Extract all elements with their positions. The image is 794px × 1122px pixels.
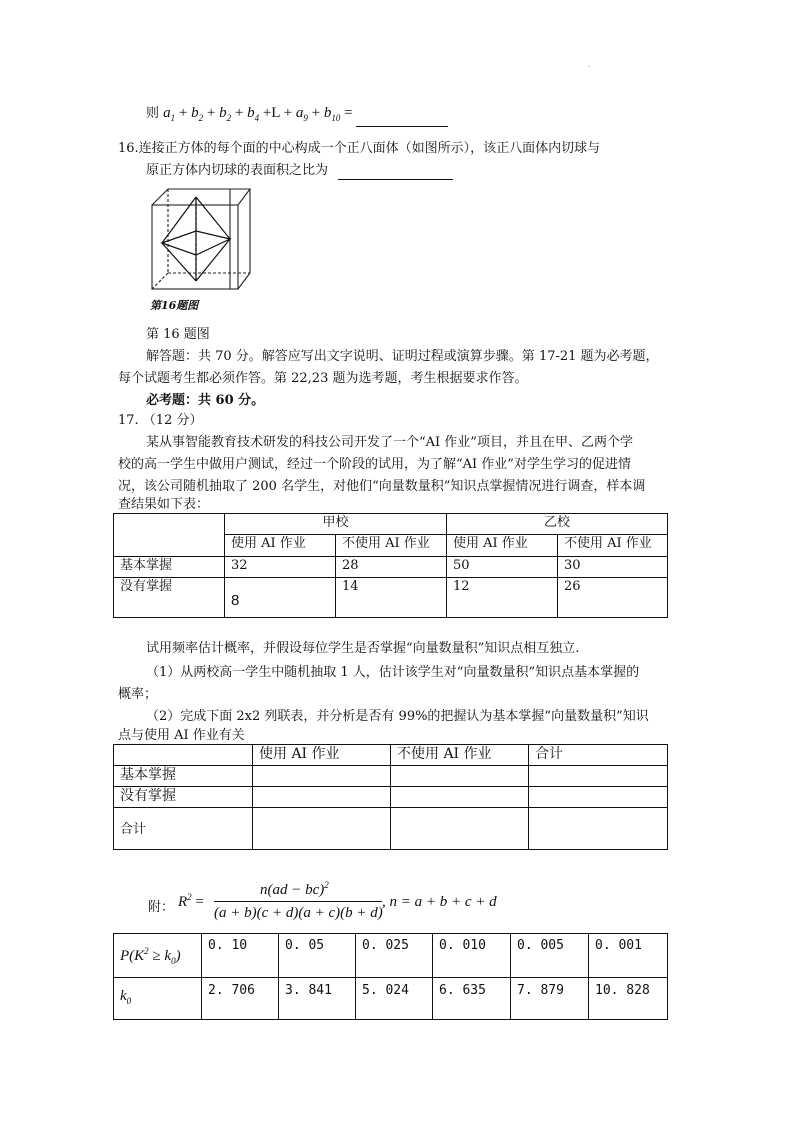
table-cell: 26 [558,578,668,618]
contingency-cell-empty[interactable] [529,766,668,787]
cube-octahedron-figure [146,185,256,315]
contingency-table [113,744,668,850]
figure-caption: 第 16 题图 [146,327,210,342]
k-value: 10. 828 [589,978,668,1020]
contingency-header: 合计 [529,745,668,766]
table-cell-value: 8 [231,592,240,609]
contingency-cell-empty[interactable] [253,787,391,808]
q17-header: 17. （12 分） [118,413,203,428]
contingency-cell-empty[interactable] [391,787,529,808]
contingency-cell-empty[interactable] [529,787,668,808]
formula-numerator-text: n(ad − bc) [260,882,325,898]
instructions-line-1: 解答题：共 70 分。解答应写出文字说明、证明过程或演算步骤。第 17-21 题为必考题， [146,349,659,364]
p-label [120,945,181,966]
q15-operator: + [175,105,192,121]
q15-operator: + [307,105,324,121]
q15-term-sub: 2 [226,113,232,123]
q15-operator: + [203,105,220,121]
row-label: 基本掌握 [114,557,225,578]
p-label-rest: ≥ k [148,947,172,964]
contingency-header: 不使用 AI 作业 [391,745,529,766]
q15-lead: 则 [146,106,160,121]
k-value: 5. 024 [356,978,433,1020]
q15-operator: + [231,105,248,121]
q15-operator: +L [259,105,284,121]
critical-row-k [114,978,668,1020]
p-label-sub: 0 [171,955,176,966]
sub-header: 使用 AI 作业 [225,535,336,557]
q15-term-sub: 9 [303,113,308,123]
k-value: 6. 635 [433,978,511,1020]
table-cell: 28 [336,557,447,578]
q15-operator: + [283,105,296,121]
formula-lhs-sup: 2 [187,892,192,902]
table-cell: 30 [558,557,668,578]
contingency-header: 使用 AI 作业 [253,745,391,766]
q15-term-sub: 1 [170,113,176,123]
contingency-cell-empty[interactable] [253,766,391,787]
contingency-cell-empty[interactable] [253,808,391,850]
survey-table-row [114,578,668,618]
contingency-row-label: 合计 [114,808,253,850]
q15-term: $b_{10}$ [323,105,341,123]
q15-term: $a_1$ [163,105,176,123]
p-value: 0. 05 [279,934,356,978]
p-value: 0. 001 [589,934,668,978]
survey-table [113,513,668,618]
corner-mark: . [588,60,591,69]
formula-denominator: (a + b)(c + d)(a + c)(b + d) [214,905,383,921]
q15-answer-blank[interactable] [356,110,448,127]
contingency-cell-empty[interactable] [529,808,668,850]
critical-value-table [113,933,668,1020]
critical-row-label-p [114,934,202,978]
formula-rhs: , n = a + b + c + d [382,894,497,910]
formula-lhs-symbol: R [178,894,188,910]
sub-header: 不使用 AI 作业 [558,535,668,557]
required-section-heading: 必考题：共 60 分。 [146,393,265,408]
part2-line: 点与使用 AI 作业有关 [118,728,245,743]
part1-line: 概率； [118,687,158,702]
q17-para-line: 查结果如下表： [118,497,210,512]
q17-para-line: 况，该公司随机抽取了 200 名学生，对他们“向量数量积”知识点掌握情况进行调查，样本调 [118,479,646,494]
k-value: 3. 841 [279,978,356,1020]
table-cell: 50 [447,557,558,578]
q16-line-1: 16.连接正方体的每个面的中心构成一个正八面体（如图所示），该正八面体内切球与 [118,141,601,156]
q15-term: $a_9$ [295,105,308,123]
appendix-formula [148,880,568,930]
assumption-text: 试用频率估计概率，并假设每位学生是否掌握“向量数量积”知识点相互独立. [146,641,580,656]
q15-term: $b_4$ [247,105,260,123]
school-a-header: 甲校 [225,514,447,535]
sub-header: 不使用 AI 作业 [336,535,447,557]
contingency-row [114,787,668,808]
contingency-row [114,808,668,850]
p-label-main: P(K [120,947,145,964]
octahedron-figure [162,197,230,281]
p-label-close: ) [175,947,181,964]
p-label-sup: 2 [144,945,149,956]
q15-term-sub: 10 [331,113,341,123]
cube-right-bottom-edge [238,273,250,289]
instructions-line-2: 每个试题考生都必须作答。第 22,23 题为选考题，考生根据要求作答。 [118,371,528,386]
q15-term-sub: 4 [254,113,260,123]
contingency-cell-empty[interactable] [391,766,529,787]
q16-line-2-text: 原正方体内切球的表面积之比为 [146,163,329,178]
q15-expression [146,104,448,127]
survey-corner-cell [114,514,225,557]
q15-term: $b_2$ [219,105,232,123]
table-cell [225,578,336,618]
q15-term: $b_2$ [191,105,204,123]
q17-para-line: 校的高一学生中做用户测试，经过一个阶段的试用，为了解“AI 作业”对学生学习的促进情 [118,457,631,472]
critical-row-label-k [114,978,202,1020]
contingency-row [114,745,668,766]
formula-equals: = [191,894,204,910]
contingency-corner [114,745,253,766]
formula-numerator [260,880,329,899]
part2-line: （2）完成下面 2x2 列联表，并分析是否有 99%的把握认为基本掌握“向量数量积”知识 [146,709,649,724]
table-cell: 32 [225,557,336,578]
formula-numerator-sup: 2 [324,880,329,890]
survey-table-row [114,514,668,535]
octahedron-edge [162,197,196,243]
contingency-row-label: 基本掌握 [114,766,253,787]
q15-term-sub: 2 [198,113,204,123]
p-value: 0. 010 [433,934,511,978]
survey-table-row [114,557,668,578]
q17-para-line: 某从事智能教育技术研发的科技公司开发了一个“AI 作业”项目，并且在甲、乙两个学 [146,435,633,450]
p-value: 0. 10 [202,934,279,978]
k-value: 7. 879 [511,978,589,1020]
formula-lhs [178,892,204,911]
contingency-cell-empty[interactable] [391,808,529,850]
sub-header: 使用 AI 作业 [447,535,558,557]
q15-operator: = [340,105,357,121]
q16-line-2 [146,162,453,180]
table-cell: 14 [336,578,447,618]
k-label-sub: 0 [126,996,132,1006]
part1-line: （1）从两校高一学生中随机抽取 1 人，估计该学生对“向量数量积”知识点基本掌握的 [146,665,640,680]
p-value: 0. 025 [356,934,433,978]
contingency-row-label: 没有掌握 [114,787,253,808]
k-value: 2. 706 [202,978,279,1020]
q16-answer-blank[interactable] [338,163,453,180]
critical-row-p [114,934,668,978]
k-label-main: k [120,988,127,1004]
appendix-label: 附： [148,900,175,915]
k-label [120,988,131,1004]
contingency-row [114,766,668,787]
table-cell: 12 [447,578,558,618]
row-label: 没有掌握 [114,578,225,618]
formula-fraction-bar [214,901,382,902]
p-value: 0. 005 [511,934,589,978]
octahedron-edge [196,239,230,281]
q15-math [163,105,356,121]
figure-caption-in-image: 第16题图 [150,299,199,312]
school-b-header: 乙校 [447,514,668,535]
cube-hidden-left [152,273,168,289]
